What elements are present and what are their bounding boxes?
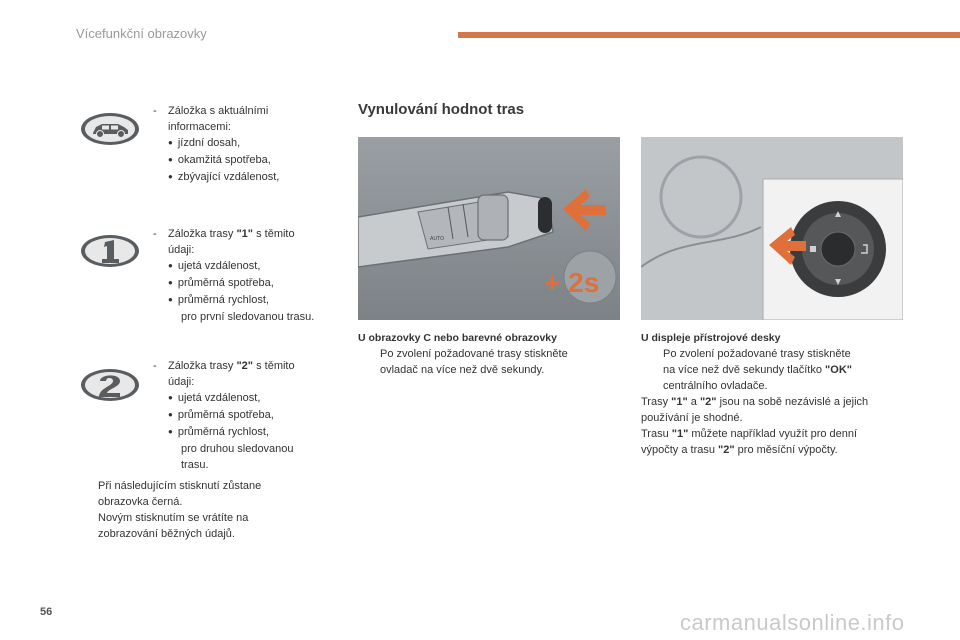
bullet-item: ● průměrná spotřeba, — [153, 407, 295, 424]
plus-2s-label: + 2s — [544, 267, 600, 298]
item-lead: Záložka trasy "1" s těmito — [168, 228, 295, 240]
item-trip-2 — [153, 358, 295, 473]
caption-left-title: U obrazovky C nebo barevné obrazovky — [358, 332, 557, 344]
trip-2-icon — [80, 368, 140, 402]
arrow-icon — [563, 189, 606, 231]
note-line: Novým stisknutím se vrátíte na — [98, 512, 249, 524]
watermark: carmanualsonline.info — [680, 610, 905, 635]
caption-right-title: U displeje přístrojové desky — [641, 332, 781, 344]
item-current-info — [153, 103, 279, 186]
item-lead: Záložka s aktuálními — [168, 105, 269, 117]
header-title: Vícefunkční obrazovky — [76, 26, 207, 41]
bullet-item: ● průměrná spotřeba, — [153, 275, 314, 292]
menu-icon — [810, 246, 816, 252]
bullet-item: ● průměrná rychlost, — [153, 424, 295, 441]
item-dash: - — [153, 360, 157, 372]
item-lead-2: údaji: — [168, 376, 195, 388]
item-continuation: pro druhou sledovanou — [181, 443, 294, 455]
trip-1-icon — [80, 234, 140, 268]
bullet-item: ● okamžitá spotřeba, — [153, 152, 279, 169]
note-line: Při následujícím stisknutí zůstane — [98, 480, 262, 492]
bullet-item: ● ujetá vzdálenost, — [153, 390, 295, 407]
item-lead: Záložka trasy "2" s těmito — [168, 360, 295, 372]
page-number: 56 — [40, 606, 53, 618]
note-line: obrazovka černá. — [98, 496, 183, 508]
bullet-item: ● jízdní dosah, — [153, 135, 279, 152]
header-accent-bar — [458, 32, 960, 38]
caption-left-text: Po zvolení požadované trasy stiskněte ovladač na více než dvě sekundy. — [380, 348, 568, 376]
section-title: Vynulování hodnot tras — [358, 101, 525, 118]
note-line: zobrazování běžných údajů. — [98, 528, 235, 540]
caption-right-text: Po zvolení požadované trasy stiskněte na více než dvě sekundy tlačítko "OK" centrálního ovladače. Trasy "1" a "2" jsou na sobě nezávislé a jejich používání je shodné. Trasu "1" můžete například využít pro denní výpočty a trasu "2" pro měsíční výpočty. — [641, 348, 869, 456]
item-lead-2: informacemi: — [168, 121, 231, 133]
note-block — [76, 478, 316, 542]
bullet-item: ● průměrná rychlost, — [153, 292, 314, 309]
item-continuation: pro první sledovanou trasu. — [181, 311, 315, 323]
stalk-control-photo — [358, 137, 620, 320]
bullet-item: ● zbývající vzdálenost, — [153, 169, 279, 186]
item-dash: - — [153, 228, 157, 240]
dashboard-illustration — [641, 137, 903, 320]
item-continuation: trasu. — [181, 459, 209, 471]
item-dash: - — [153, 105, 157, 117]
car-icon — [80, 112, 140, 146]
stalk-illustration — [358, 137, 620, 320]
item-trip-1 — [153, 226, 314, 325]
auto-label: AUTO — [430, 236, 445, 242]
dashboard-control-photo — [641, 137, 903, 320]
item-lead-2: údaji: — [168, 244, 195, 256]
bullet-item: ● ujetá vzdálenost, — [153, 258, 314, 275]
